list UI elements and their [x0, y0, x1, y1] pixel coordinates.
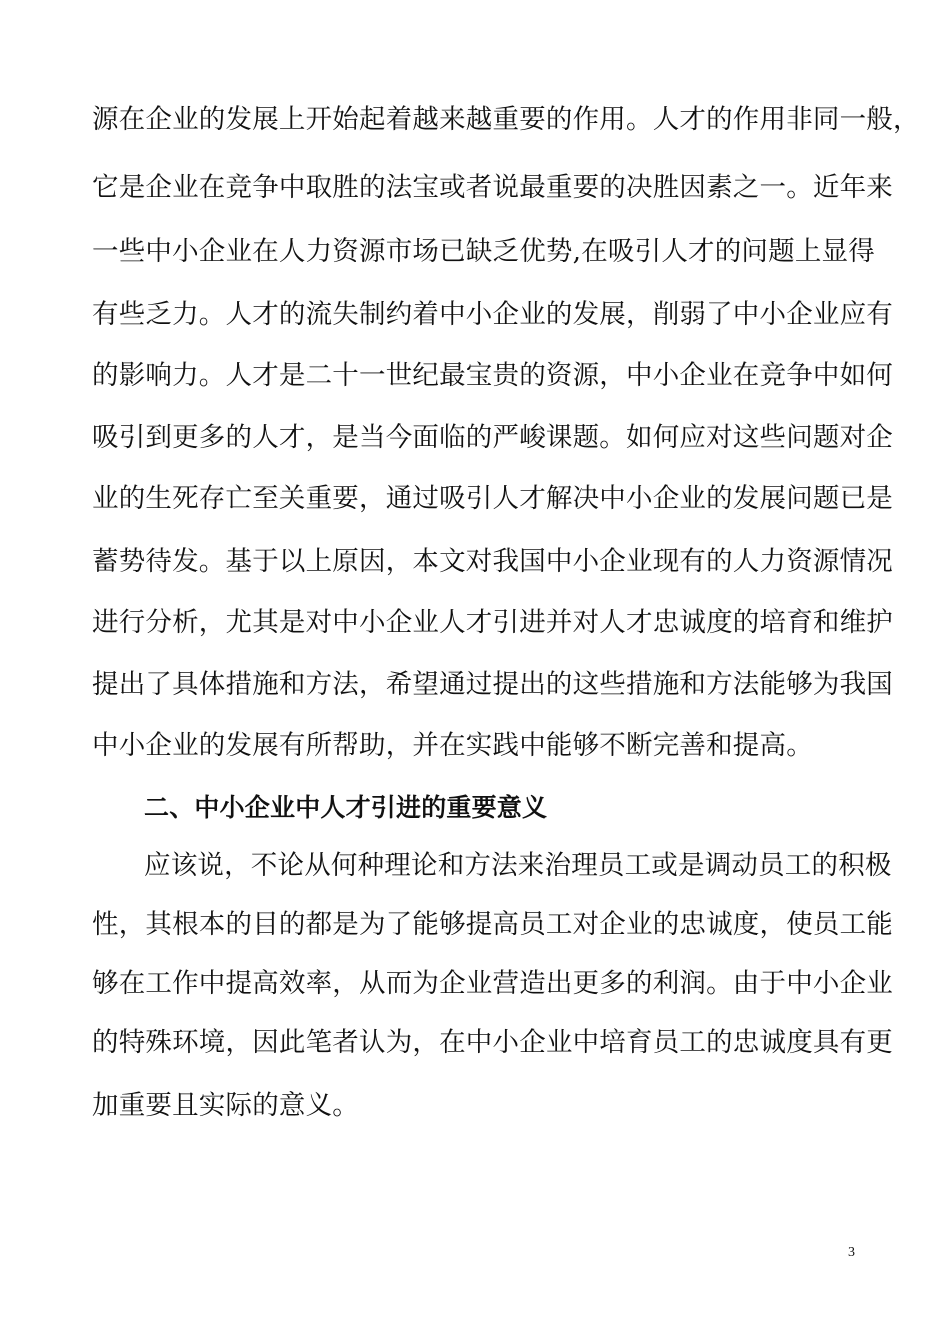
- paragraph-1-line-1: 源在企业的发展上开始起着越来越重要的作用。人才的作用非同一般，: [92, 104, 920, 135]
- paragraph-1-line-7: 业的生死存亡至关重要，通过吸引人才解决中小企业的发展问题已是: [92, 483, 893, 514]
- paragraph-1-line-4: 有些乏力。人才的流失制约着中小企业的发展，削弱了中小企业应有: [92, 299, 893, 330]
- paragraph-2-line-4: 的特殊环境，因此笔者认为，在中小企业中培育员工的忠诚度具有更: [92, 1027, 893, 1058]
- page-number: 3: [848, 1245, 855, 1260]
- paragraph-2-line-1: 应该说，不论从何种理论和方法来治理员工或是调动员工的积极: [144, 850, 892, 881]
- paragraph-1-line-8: 蓄势待发。基于以上原因，本文对我国中小企业现有的人力资源情况: [92, 546, 893, 577]
- paragraph-1-line-10: 提出了具体措施和方法，希望通过提出的这些措施和方法能够为我国: [92, 669, 893, 700]
- paragraph-2-line-2: 性，其根本的目的都是为了能够提高员工对企业的忠诚度，使员工能: [92, 909, 893, 940]
- paragraph-1-line-11: 中小企业的发展有所帮助，并在实践中能够不断完善和提高。: [92, 730, 813, 761]
- paragraph-2-line-5: 加重要且实际的意义。: [92, 1090, 359, 1121]
- paragraph-1-line-6: 吸引到更多的人才，是当今面临的严峻课题。如何应对这些问题对企: [92, 422, 893, 453]
- paragraph-1-line-3: 一些中小企业在人力资源市场已缺乏优势,在吸引人才的问题上显得: [92, 236, 875, 267]
- paragraph-1-line-2: 它是企业在竞争中取胜的法宝或者说最重要的决胜因素之一。近年来: [92, 172, 893, 203]
- paragraph-2-line-3: 够在工作中提高效率，从而为企业营造出更多的利润。由于中小企业: [92, 968, 893, 999]
- paragraph-1-line-5: 的影响力。人才是二十一世纪最宝贵的资源，中小企业在竞争中如何: [92, 360, 893, 391]
- section-heading: 二、中小企业中人才引进的重要意义: [144, 793, 548, 822]
- paragraph-1-line-9: 进行分析，尤其是对中小企业人才引进并对人才忠诚度的培育和维护: [92, 607, 893, 638]
